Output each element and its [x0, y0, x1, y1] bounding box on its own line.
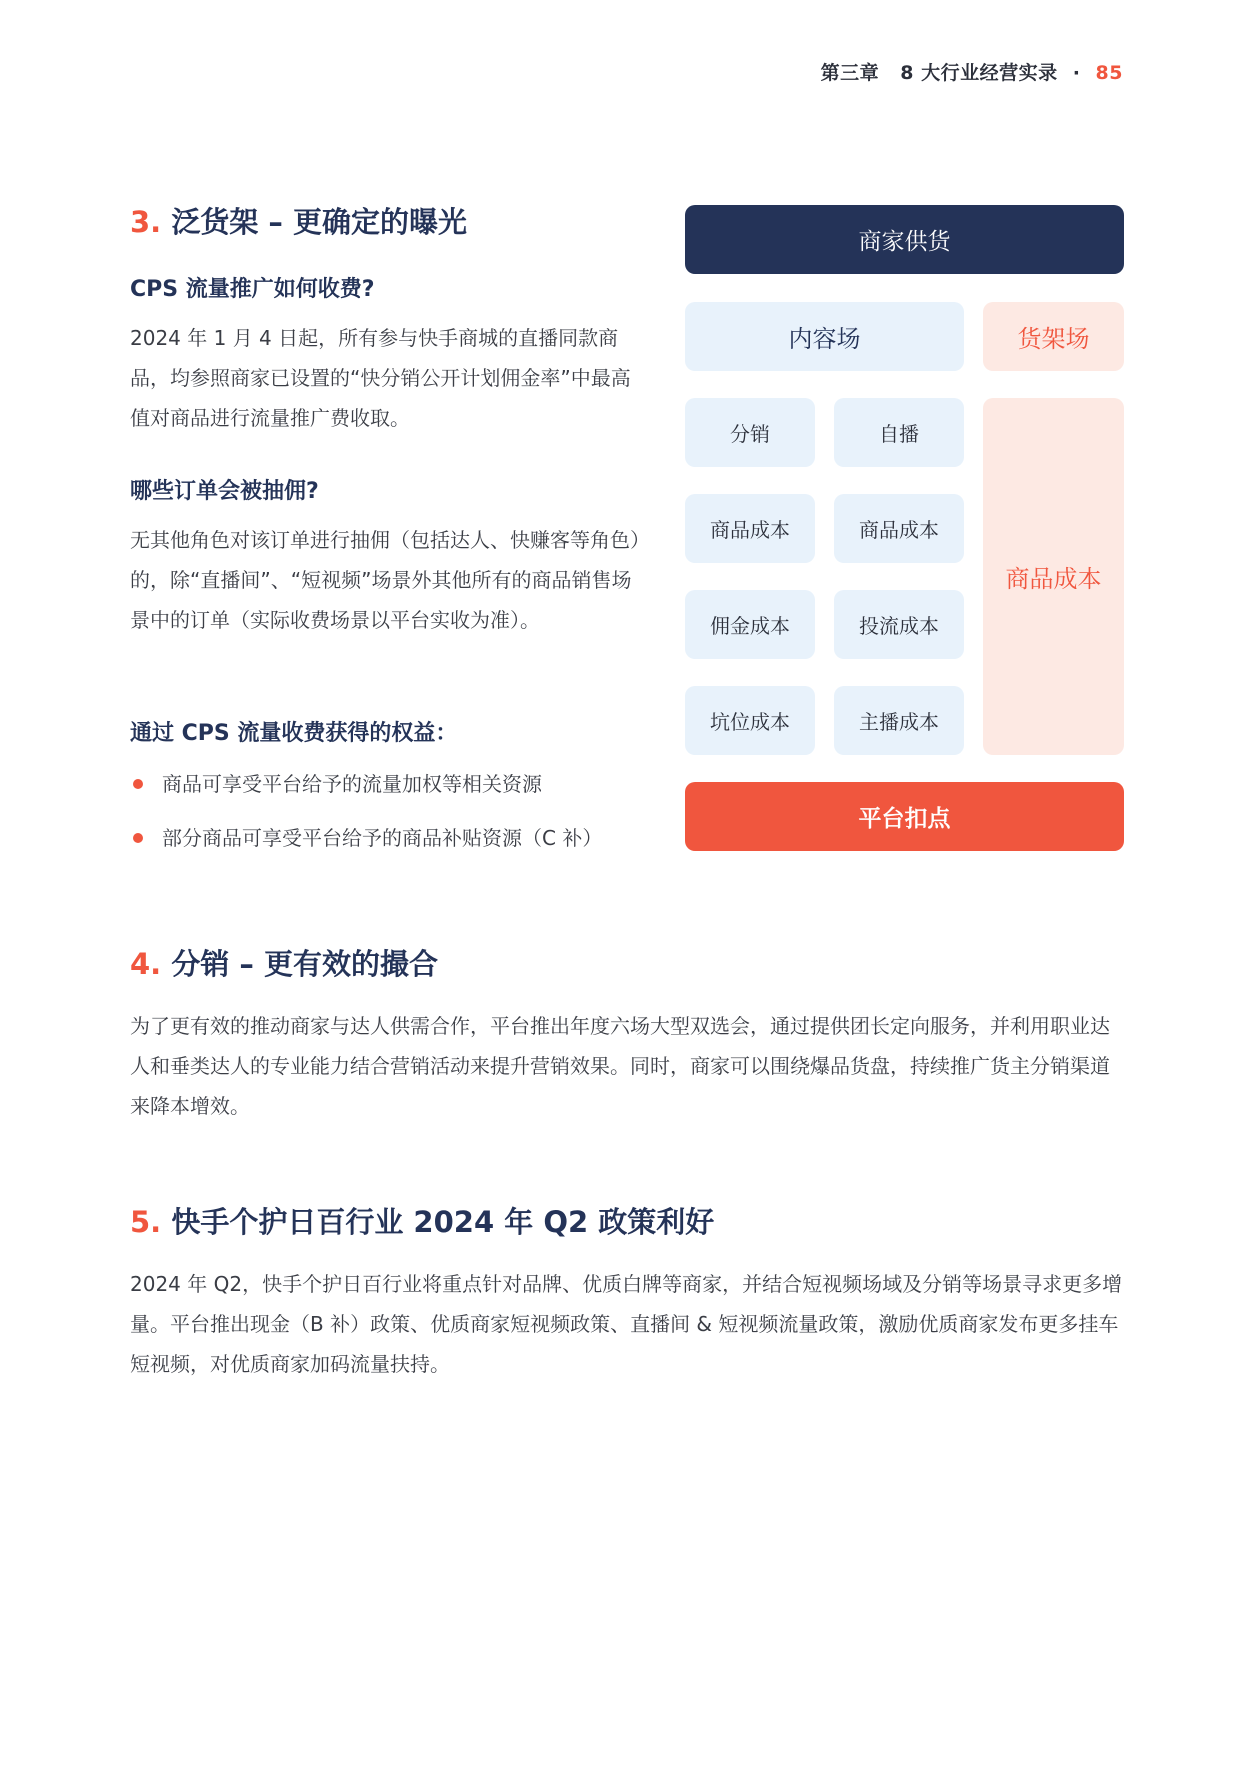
list-item — [132, 818, 652, 872]
chapter-title: 8 大行业经营实录 — [900, 62, 1058, 84]
diagram-cell: 投流成本 — [834, 590, 964, 659]
q2-title: 哪些订单会被抽佣? — [130, 479, 319, 504]
benefit-text: 商品可享受平台给予的流量加权等相关资源 — [162, 772, 542, 796]
section-5-text: 2024 年 Q2，快手个护日百行业将重点针对品牌、优质白牌等商家，并结合短视频场域及分销等场景寻求更多增量。平台推出现金（B 补）政策、优质商家短视频政策、直播间 & 短视频流量政策，激励优质商家发布更多挂车短视频，对优质商家加码流量扶持。 — [130, 1272, 1123, 1376]
list-item — [132, 764, 652, 818]
benefit-list — [132, 764, 652, 872]
diagram-top-supply: 商家供货 — [685, 205, 1124, 274]
header-separator: · — [1072, 62, 1081, 84]
diagram-cell: 商品成本 — [685, 494, 815, 563]
section-3-title: 泛货架 – 更确定的曝光 — [171, 205, 468, 239]
diagram-cell: 分销 — [685, 398, 815, 467]
diagram-content-field: 内容场 — [685, 302, 964, 371]
section-4-text: 为了更有效的推动商家与达人供需合作，平台推出年度六场大型双选会，通过提供团长定向服务，并利用职业达人和垂类达人的专业能力结合营销活动来提升营销效果。同时，商家可以围绕爆品货盘，持续推广货主分销渠道来降本增效。 — [130, 1014, 1110, 1118]
diagram-cell: 主播成本 — [834, 686, 964, 755]
section-3-number: 3. — [130, 205, 162, 239]
diagram-shelf-field: 货架场 — [983, 302, 1124, 371]
chapter-label: 第三章 — [820, 62, 880, 84]
q3-title: 通过 CPS 流量收费获得的权益： — [130, 721, 458, 746]
section-4-title: 分销 – 更有效的撮合 — [171, 947, 439, 981]
section-3-heading — [130, 200, 467, 241]
q2-text: 无其他角色对该订单进行抽佣（包括达人、快赚客等角色）的，除“直播间”、“短视频”场景外其他所有的商品销售场景中的订单（实际收费场景以平台实收为准）。 — [130, 528, 650, 632]
section-5-heading — [130, 1200, 714, 1241]
section-5-number: 5. — [130, 1205, 162, 1239]
section-4-number: 4. — [130, 947, 162, 981]
diagram-cell: 佣金成本 — [685, 590, 815, 659]
bullet-dot-icon — [133, 779, 143, 789]
diagram-shelf-cost: 商品成本 — [983, 398, 1124, 755]
diagram-cell: 商品成本 — [834, 494, 964, 563]
diagram-bottom-deduction: 平台扣点 — [685, 782, 1124, 851]
page-number: 85 — [1095, 62, 1123, 84]
q1-title: CPS 流量推广如何收费? — [130, 277, 375, 302]
diagram-cell: 坑位成本 — [685, 686, 815, 755]
page-header — [821, 58, 1123, 85]
bullet-dot-icon — [133, 833, 143, 843]
diagram-cell: 自播 — [834, 398, 964, 467]
q1-text: 2024 年 1 月 4 日起，所有参与快手商城的直播同款商品，均参照商家已设置的“快分销公开计划佣金率”中最高值对商品进行流量推广费收取。 — [130, 326, 631, 430]
section-4-heading — [130, 942, 438, 983]
benefit-text: 部分商品可享受平台给予的商品补贴资源（C 补） — [162, 826, 603, 850]
section-5-title: 快手个护日百行业 2024 年 Q2 政策利好 — [171, 1205, 715, 1239]
